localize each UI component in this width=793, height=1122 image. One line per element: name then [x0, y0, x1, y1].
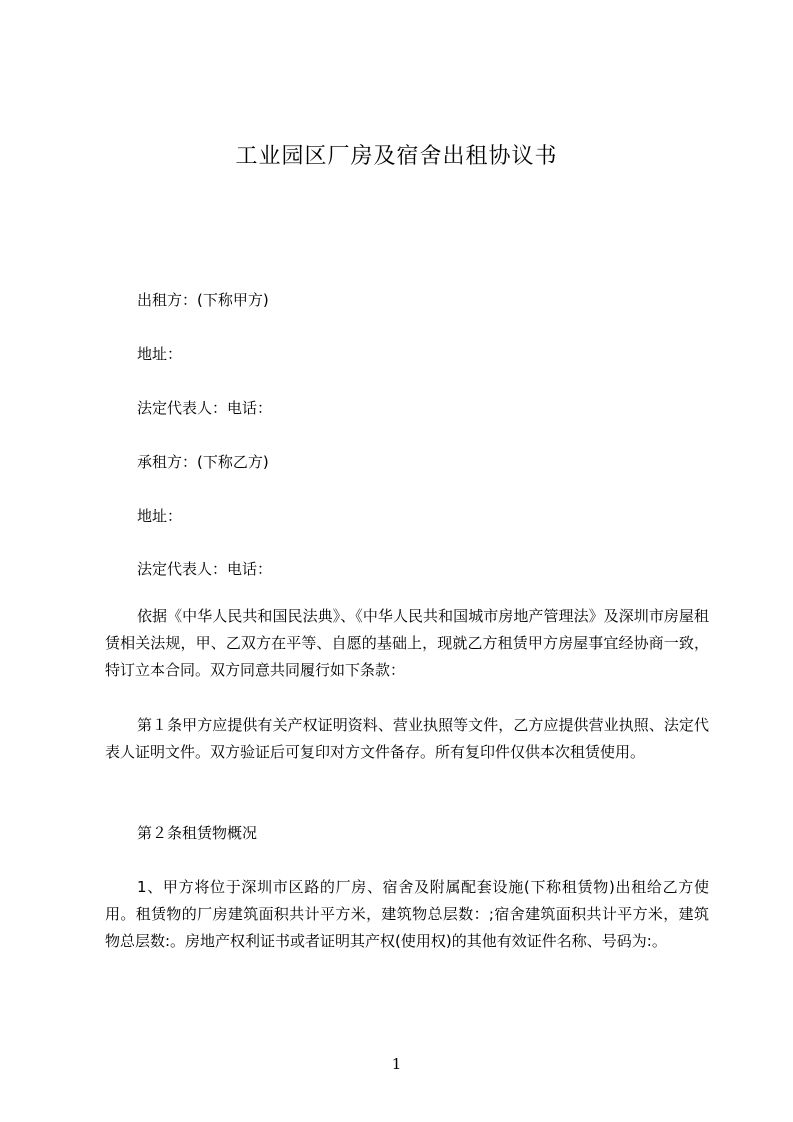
lessor-address-field: 地址：: [137, 345, 183, 363]
lessor-representative-field: 法定代表人：电话：: [137, 399, 273, 417]
page-number: 1: [391, 1055, 402, 1073]
article-2-item-1: 1、甲方将位于深圳市区路的厂房、宿舍及附属配套设施(下称租赁物)出租给乙方使用。租赁物的厂房建筑面积共计平方米，建筑物总层数：;宿舍建筑面积共计平方米，建筑物总层数:。房地产权利证书或者证明其产权(使用权)的其他有效证件名称、号码为:。: [105, 878, 709, 950]
preamble-paragraph: 依据《中华人民共和国民法典》、《中华人民共和国城市房地产管理法》及深圳市房屋租赁相关法规，甲、乙双方在平等、自愿的基础上，现就乙方租赁甲方房屋事宜经协商一致，特订立本合同。双方同意共同履行如下条款：: [105, 607, 709, 679]
article-2-heading: 第２条租赁物概况: [137, 824, 258, 842]
article-1-paragraph: 第１条甲方应提供有关产权证明资料、营业执照等文件，乙方应提供营业执照、法定代表人证明文件。双方验证后可复印对方文件备存。所有复印件仅供本次租赁使用。: [105, 716, 709, 761]
lessor-field: 出租方：(下称甲方): [137, 291, 269, 309]
lessee-address-field: 地址：: [137, 507, 183, 525]
lessee-representative-field: 法定代表人：电话：: [137, 560, 273, 578]
document-title: 工业园区厂房及宿舍出租协议书: [235, 144, 558, 169]
lessee-field: 承租方：(下称乙方): [137, 453, 269, 471]
